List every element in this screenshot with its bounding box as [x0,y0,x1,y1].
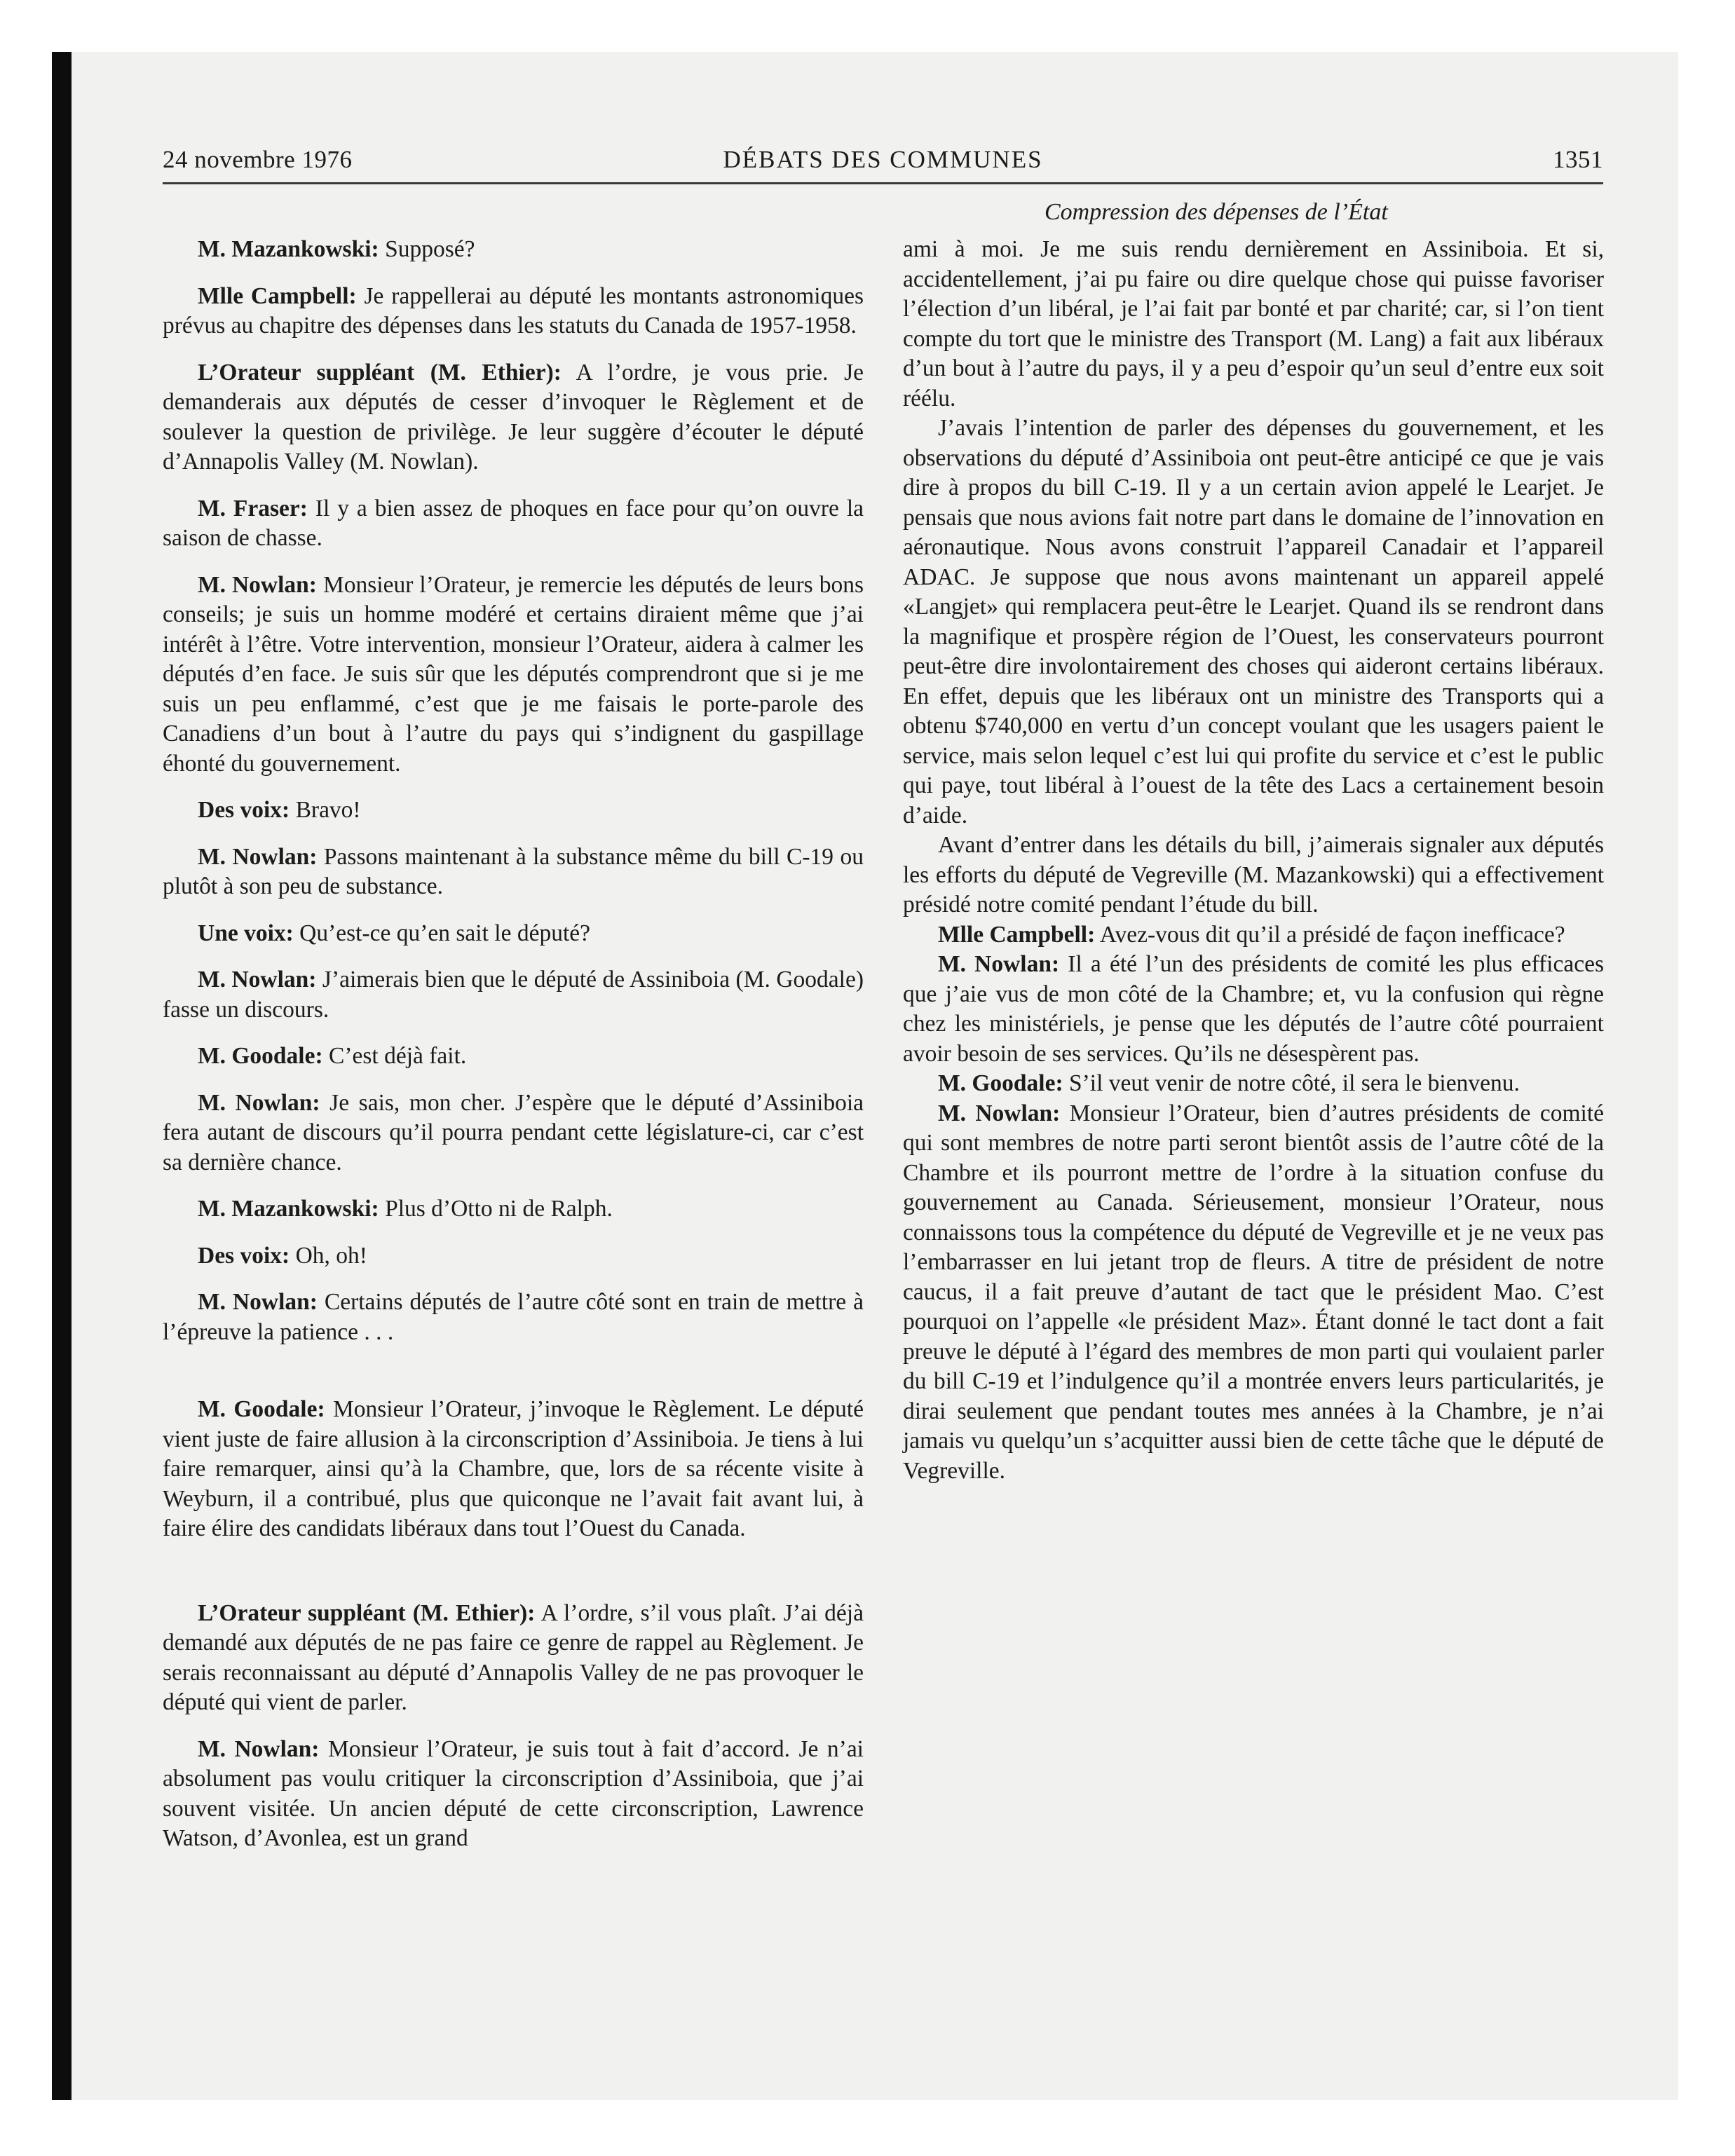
speaker: Des voix: [198,1242,290,1269]
paragraph-text: J’avais l’intention de parler des dépenses du gouvernement, et les observations du député d’Assiniboia ont peut-être anticipé ce que je vais dire à propos du bill C-19. Il y a un certain avion appelé le Learjet. Je pensais que nous avions fait notre part dans le domaine de l’innovation en aéronautique. Nous avons construit l’appareil Canadair et l’appareil ADAC. Je suppose que nous avons maintenant un appareil appelé «Langjet» qui remplacera peut-être le Learjet. Quand ils se rendront dans la magnifique et prospère région de l’Ouest, les conservateurs pourront peut-être dire involontairement des choses qui aideront certains libéraux. En effet, depuis que les libéraux ont un ministre des Transports qui a obtenu $740,000 en vertu d’un concept voulant que les usagers paient le service, mais selon lequel c’est lui qui profite du service et c’est le public qui paye, tout libéral à l’ouest de la tête des Lacs a certainement besoin d’aide. [903,415,1604,828]
paragraph-text: Il a été l’un des présidents de comité les plus efficaces que j’aie vus de mon côté de la Chambre; et, vu la confusion qui règne chez les ministériels, je pense que les députés de l’autre côté pourraient avoir besoin de ses services. Qu’ils ne désespèrent pas. [903,951,1604,1067]
right-column [903,235,1604,1486]
paragraph [163,796,864,826]
speaker: M. Nowlan: [198,1089,320,1116]
paragraph-text: ami à moi. Je me suis rendu dernièrement en Assiniboia. Et si, accidentellement, j’ai pu faire ou dire quelque chose qui puisse favoriser l’élection d’un libéral, je l’ai fait par bonté et par charité; car, si l’on tient compte du tort que le ministre des Transport (M. Lang) a fait aux libéraux d’un bout à l’autre du pays, il y a peu d’espoir qu’un seul d’entre eux soit réélu. [903,236,1604,411]
paragraph [903,1099,1604,1487]
paragraph-text: C’est déjà fait. [322,1043,467,1069]
section-subheading: Compression des dépenses de l’État [1045,199,1388,225]
paragraph [163,282,864,341]
paragraph [163,358,864,477]
paragraph-text: Il y a bien assez de phoques en face pour qu’on ouvre la saison de chasse. [163,495,864,551]
paragraph [903,414,1604,831]
left-column [163,235,864,1871]
paragraph [163,965,864,1025]
paragraph-text: Plus d’Otto ni de Ralph. [379,1196,613,1222]
paragraph [163,571,864,779]
paragraph [163,1599,864,1718]
paragraph [903,950,1604,1069]
speaker: M. Nowlan: [198,1289,318,1315]
speaker: M. Nowlan: [938,951,1060,977]
paragraph-text: Je sais, mon cher. J’espère que le député d’Assiniboia fera autant de discours qu’il pourra pendant cette législature-ci, car c’est sa dernière chance. [163,1089,864,1175]
speaker: M. Nowlan: [198,967,317,992]
paragraph-text: J’aimerais bien que le député de Assiniboia (M. Goodale) fasse un discours. [163,967,864,1023]
paragraph [163,1042,864,1072]
speaker: M. Fraser: [198,495,308,521]
speaker: M. Mazankowski: [198,1196,379,1222]
paragraph [903,920,1604,950]
paragraph-text: S’il veut venir de notre côté, il sera le bienvenu. [1063,1070,1520,1096]
paragraph-text: Je rappellerai au député les montants astronomiques prévus au chapitre des dépenses dans les statuts du Canada de 1957-1958. [163,282,864,339]
speaker: M. Nowlan: [938,1100,1061,1126]
paragraph-text: Qu’est-ce qu’en sait le député? [293,920,590,946]
paragraph-text: Passons maintenant à la substance même du bill C-19 ou plutôt à son peu de substance. [163,843,864,899]
paragraph [163,1241,864,1271]
paragraph [163,919,864,949]
paragraph [163,1089,864,1178]
paragraph [163,1735,864,1854]
paragraph [163,1194,864,1224]
speaker: Une voix: [198,920,294,946]
speaker: M. Nowlan: [198,843,318,870]
speaker: M. Goodale: [198,1396,325,1422]
paragraph-text: Avez-vous dit qu’il a présidé de façon inefficace? [1095,921,1565,948]
paragraph-text: A l’ordre, s’il vous plaît. J’ai déjà demandé aux députés de ne pas faire ce genre de rappel au Règlement. Je serais reconnaissant au député d’Annapolis Valley de ne pas provoquer le député qui vient de parler. [163,1599,864,1715]
header-date: 24 novembre 1976 [163,146,353,173]
speaker: Des voix: [198,797,290,823]
speaker: L’Orateur suppléant (M. Ethier): [198,1599,536,1626]
paragraph [163,494,864,554]
paragraph [903,831,1604,920]
header-title: DÉBATS DES COMMUNES [723,146,1043,173]
paragraph [903,1069,1604,1099]
paragraph-text: Supposé? [379,236,475,262]
paragraph-text: Monsieur l’Orateur, bien d’autres présidents de comité qui sont membres de notre parti seront bientôt assis de l’autre côté de la Chambre et ils pourront mettre de l’ordre à la situation confuse du gouvernement au Canada. Sérieusement, monsieur l’Orateur, nous connaissons tous la compétence du député de Vegreville et je ne veux pas l’embarrasser en lui jetant trop de fleurs. A titre de président de notre caucus, il a fait preuve d’autant de tact que le président Mao. C’est pourquoi on l’appelle «le président Maz». Étant donné le tact dont a fait preuve le député à l’égard des membres de mon parti qui voulaient parler du bill C-19 et l’indulgence qu’il a montrée envers leurs particularités, je dirai seulement que pendant toutes mes années à la Chambre, je n’ai jamais vu quelqu’un s’acquitter aussi bien de cette tâche que le député de Vegreville. [903,1100,1604,1484]
speaker: M. Nowlan: [198,571,317,598]
paragraph-text: Monsieur l’Orateur, je suis tout à fait d’accord. Je n’ai absolument pas voulu critiquer la circonscription d’Assiniboia, que j’ai souvent visitée. Un ancien député de cette circonscription, Lawrence Watson, d’Avonlea, est un grand [163,1735,864,1851]
binding-edge [52,52,72,2100]
speaker: Mlle Campbell: [938,921,1096,948]
paragraph [903,235,1604,414]
paragraph [163,235,864,265]
paragraph-text: Certains députés de l’autre côté sont en train de mettre à l’épreuve la patience . . . [163,1289,864,1345]
paragraph-text: Oh, oh! [290,1242,367,1269]
speaker: M. Goodale: [198,1043,323,1069]
speaker: M. Nowlan: [198,1735,320,1762]
paragraph [163,1395,864,1544]
paragraph-text: Avant d’entrer dans les détails du bill, j’aimerais signaler aux députés les efforts du député de Vegreville (M. Mazankowski) qui a effectivement présidé notre comité pendant l’étude du bill. [903,832,1604,917]
paragraph-text: Bravo! [290,797,361,823]
speaker: L’Orateur suppléant (M. Ethier): [198,359,562,386]
speaker: M. Mazankowski: [198,236,379,262]
paragraph-text: Monsieur l’Orateur, j’invoque le Règlement. Le député vient juste de faire allusion à la circonscription d’Assiniboia. Je tiens à lui faire remarquer, ainsi qu’à la Chambre, que, lors de sa récente visite à Weyburn, il a contribué, plus que quiconque ne l’avait fait avant lui, à faire élire des candidats libéraux dans tout l’Ouest du Canada. [163,1396,864,1541]
page-header [163,140,1603,184]
speaker: M. Goodale: [938,1070,1063,1096]
paragraph-text: A l’ordre, je vous prie. Je demanderais aux députés de cesser d’invoquer le Règlement et de soulever la question de privilège. Je leur suggère d’écouter le député d’Annapolis Valley (M. Nowlan). [163,359,864,475]
paragraph [163,1288,864,1347]
header-page-number: 1351 [1553,146,1603,173]
paragraph-text: Monsieur l’Orateur, je remercie les députés de leurs bons conseils; je suis un homme modéré et certains diraient même que j’ai intérêt à l’être. Votre intervention, monsieur l’Orateur, aidera à calmer les députés d’en face. Je suis sûr que les députés comprendront que si je me suis un peu enflammé, c’est que je me faisais le porte-parole des Canadiens d’un bout à l’autre du pays qui s’indignent du gaspillage éhonté du gouvernement. [163,571,864,777]
paragraph [163,842,864,902]
speaker: Mlle Campbell: [198,282,357,309]
